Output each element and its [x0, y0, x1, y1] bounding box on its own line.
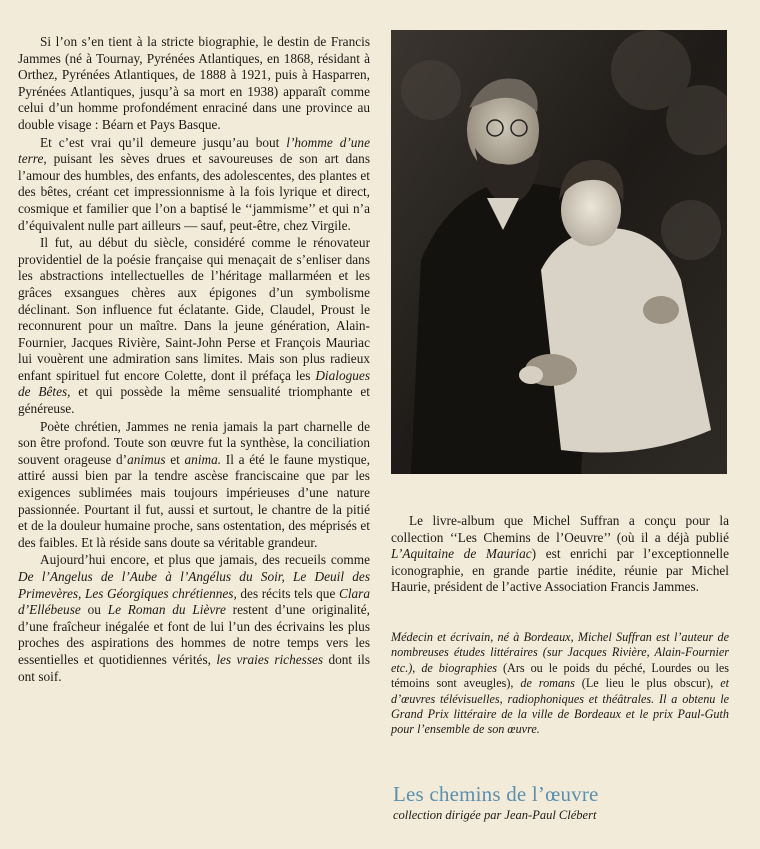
emphasis: animus — [127, 451, 166, 467]
series-subtitle: collection dirigée par Jean-Paul Clébert — [393, 808, 597, 822]
text-run: Le livre-album que Michel Suffran a conçu pour la collection ‘‘Les Chemins de l’Oeuvre’’ (où il a déjà publié — [391, 513, 729, 545]
upright-run: (Ars ou le poids du péché, Lourdes ou les témoins sont aveugles), — [391, 660, 729, 691]
text-run: restent d’une originalité, d’une fraîcheur inégalée et font de lui l’un des écrivains les plus proches des aspirations des hommes de notre temps vers les essentielles et quotidiennes vérités, — [18, 602, 370, 667]
paragraph-christian-poet — [18, 419, 370, 552]
text-run: Il a été le faune mystique, attiré aussi bien par la tendre ascèse franciscaine que par les exigences sublimées mais toujours impérieuses d’une nature passionnée. Pourtant il fut, aussi et surtout, le chantre de la pitié et de la douleur humaine proche, sans ostentation, des méprisés et des faibles. Et là réside sans doute sa véritable grandeur. — [18, 451, 371, 550]
upright-run: (Le lieu le plus obscur), — [581, 676, 714, 691]
text-run: et qui possède la même sensualité triomphante et généreuse. — [18, 384, 370, 417]
text-run: Poète chrétien, Jammes ne renia jamais la part charnelle de son être profond. Toute son œuvre fut la synthèse, la conciliation souvent orageuse d’ — [18, 418, 370, 467]
emphasis: De l’Angelus de l’Aube à l’Angélus du Soir, Le Deuil des Primevères, Les Géorgiques chrétiennes, — [18, 569, 370, 601]
text-run: et d’œuvres télévisuelles, radiophoniques et théâtrales. Il a obtenu le Grand Prix littéraire de la ville de Bordeaux et le prix Paul-Guth pour l’ensemble de son œuvre. — [391, 676, 730, 737]
emphasis: Le Roman du Lièvre — [107, 602, 226, 618]
emphasis: les vraies richesses — [216, 651, 324, 667]
text-run: et — [165, 451, 185, 467]
emphasis: l’homme d’une terre, — [18, 134, 370, 167]
main-text-column — [18, 34, 370, 686]
portrait-photo — [391, 30, 727, 474]
emphasis: Clara d’Ellébeuse — [18, 585, 370, 618]
photo-illustration — [391, 30, 727, 474]
text-run: puisant les sèves drues et savoureuses de son art dans l’amour des humbles, des enfants, des adolescentes, des plantes et des bêtes, créant cet impressionnisme à la fois lyrique et direct, cosmique et familier que l’on a baptisé le ‘‘jammisme’’ et qui n’a d’équivalent nulle part ailleurs — sauf, peut-être, chez Virgile. — [18, 151, 370, 233]
text-run: ) est enrichi par l’exceptionnelle iconographie, en grande partie inédite, réunie par Michel Haurie, président de l’active Association Francis Jammes. — [391, 546, 729, 595]
text-run: de romans — [513, 676, 582, 691]
paragraph-biography: Si l’on s’en tient à la stricte biographie, le destin de Francis Jammes (né à Tournay, Pyrénées Atlantiques, en 1868, résidant à Orthez, Pyrénées Atlantiques, de 1888 à 1921, puis à Hasparren, Pyrénées Atlantiques, jusqu’à sa mort en 1938) apparaît comme celui d’un homme profondément enraciné dans une province au double visage : Béarn et Pays Basque. — [18, 34, 370, 132]
paragraph-author-bio — [391, 630, 729, 738]
text-run: Médecin et écrivain, né à Bordeaux, Michel Suffran est l’auteur de nombreuses études littéraires (sur Jacques Rivière, Alain-Fournier etc.), de biographies — [391, 630, 729, 675]
text-run: ou — [80, 602, 108, 618]
series-title: Les chemins de l’œuvre — [393, 782, 599, 806]
emphasis: anima. — [184, 451, 222, 467]
emphasis: Dialogues de Bêtes, — [18, 367, 370, 400]
text-run: dont ils ont soif. — [18, 651, 371, 684]
text-run: Il fut, au début du siècle, considéré comme le rénovateur providentiel de la poésie française qui menaçait de s’enliser dans les abstractions intellectuelles de l’héritage mallarméen et les grâces exsangues chères aux épigones d’un symbolisme déclinant. Son influence fut éclatante. Gide, Claudel, Proust le reconnurent pour un maître. Dans la jeune génération, Alain-Fournier, Jacques Rivière, Saint-John Perse et François Mauriac lui vouèrent une admiration sans limites. Mais son plus radieux enfant spirituel fut encore Colette, dont il préfaça les — [18, 235, 370, 383]
text-run: des récits tels que — [236, 585, 339, 601]
text-run: Et c’est vrai qu’il demeure jusqu’au bout — [40, 134, 287, 150]
emphasis: L’Aquitaine de Mauriac — [391, 546, 532, 562]
paragraph-terroir — [18, 135, 370, 235]
author-bio — [391, 630, 729, 738]
paragraph-today — [18, 552, 370, 685]
text-run: Aujourd’hui encore, et plus que jamais, des recueils comme — [40, 552, 370, 568]
paragraph-influence — [18, 235, 370, 418]
album-description — [391, 513, 729, 596]
paragraph-album — [391, 513, 729, 596]
